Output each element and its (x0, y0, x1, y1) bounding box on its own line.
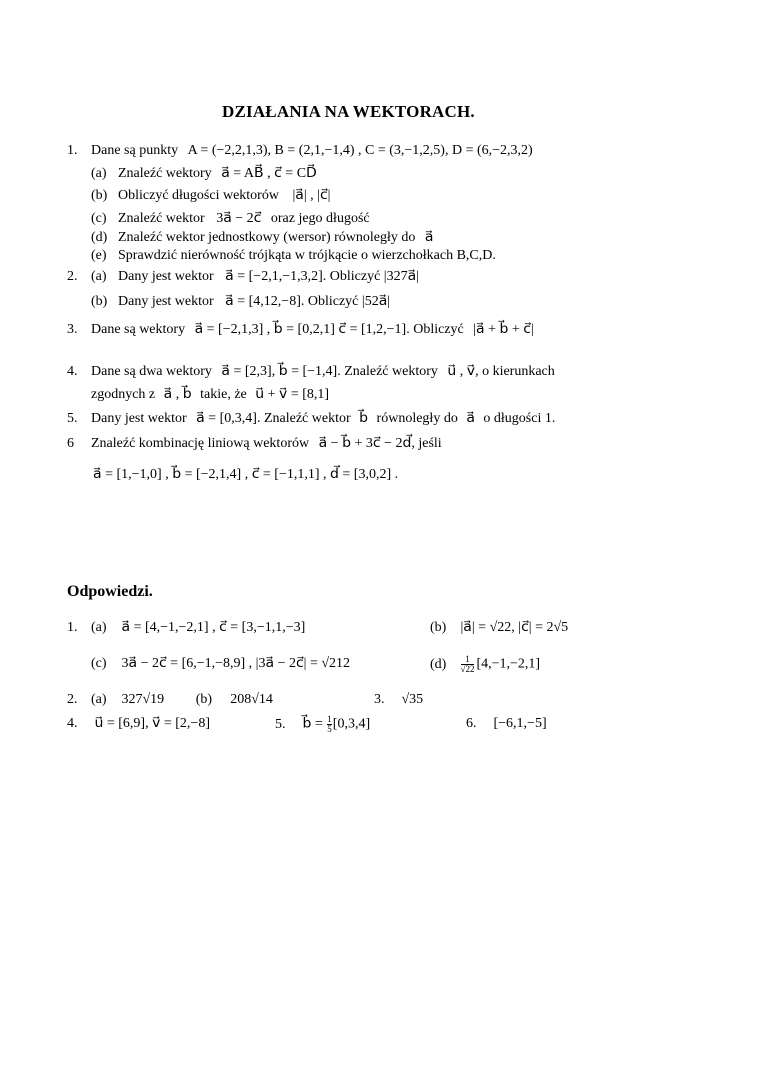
math-expression: a⃗ , b⃗ (163, 387, 192, 402)
problem-1c (91, 210, 370, 228)
problem-number: 1. (67, 143, 78, 158)
problem-text: , jeśli (411, 436, 442, 451)
problem-number: 5. (67, 411, 78, 426)
problem-text: o długości 1. (483, 411, 556, 426)
problem-1d (91, 229, 434, 247)
sub-label: (a) (91, 620, 107, 635)
answer-5 (275, 715, 370, 734)
problem-text: . Znaleźć wektor (256, 411, 351, 426)
problem-2a (67, 268, 419, 286)
math-expression: a⃗ − b⃗ + 3c⃗ − 2d⃗ (318, 436, 412, 451)
math-expression: a⃗ = [4,12,−8] (225, 294, 301, 309)
math-expression: 208√14 (230, 692, 273, 707)
math-expression: √35 (401, 692, 424, 707)
sub-label: (b) (91, 188, 108, 203)
answer-1a (67, 619, 305, 637)
math-expression: b⃗ = (302, 716, 323, 732)
math-expression: a⃗ = AB⃗ , c⃗ = CD⃗ (221, 166, 317, 181)
sub-text: Dany jest wektor (118, 269, 214, 284)
answer-number: 3. (374, 692, 385, 707)
problem-6-line2 (93, 466, 398, 484)
answer-1d (430, 655, 540, 674)
math-expression: |327a⃗| (383, 269, 419, 284)
sub-text: Znaleźć wektory (118, 166, 212, 181)
math-expression: |a⃗| , |c⃗| (292, 188, 331, 203)
answer-2 (67, 691, 273, 709)
sub-label: (b) (430, 620, 447, 635)
math-expression: A = (−2,2,1,3), B = (2,1,−1,4) , C = (3,−1,2,5), D = (6,−2,3,2) (187, 143, 533, 158)
answer-4 (67, 715, 210, 733)
problem-text: równoległy do (376, 411, 458, 426)
problem-4-line2 (91, 386, 329, 404)
problem-2b (91, 293, 390, 311)
problem-1e (91, 247, 496, 265)
math-expression: a⃗ = [0,3,4] (196, 411, 257, 426)
math-expression: |a⃗ + b⃗ + c⃗| (473, 322, 534, 337)
math-expression: a⃗ = [2,3], b⃗ = [−1,4] (221, 364, 338, 379)
fraction (327, 715, 332, 734)
problem-1a (91, 165, 317, 183)
sub-label: (a) (91, 269, 107, 284)
problem-text: , o kierunkach (475, 364, 555, 379)
problem-text: Znaleźć kombinację liniową wektorów (91, 436, 310, 451)
answer-6 (466, 715, 547, 733)
problem-number: 4. (67, 364, 78, 379)
answer-number: 5. (275, 716, 286, 732)
sub-label: (a) (91, 692, 107, 707)
problem-1b (91, 187, 330, 205)
sub-text: Znaleźć wektor jednostkowy (wersor) równoległy do (118, 230, 416, 245)
answer-3 (374, 691, 423, 709)
problem-6 (67, 435, 442, 453)
sub-text: Znaleźć wektor (118, 211, 205, 226)
fraction-numerator: 1 (327, 714, 332, 724)
math-expression: |52a⃗| (361, 294, 391, 309)
sub-text: Sprawdzić nierówność trójkąta w trójkącie o wierzchołkach B,C,D. (118, 248, 496, 263)
fraction-denominator: √22 (460, 664, 475, 674)
problem-4 (67, 363, 555, 381)
problem-5 (67, 410, 555, 428)
problem-1 (67, 142, 533, 160)
answer-1b (430, 619, 568, 637)
problem-text: . Znaleźć wektory (337, 364, 438, 379)
math-expression: 3a⃗ − 2c⃗ (216, 211, 262, 226)
answer-number: 4. (67, 716, 78, 731)
sub-label: (a) (91, 166, 107, 181)
sub-label: (b) (195, 692, 213, 707)
math-expression: [0,3,4] (332, 716, 371, 732)
problem-3 (67, 321, 534, 339)
sub-label: (d) (430, 656, 447, 672)
math-expression: b⃗ (359, 411, 369, 426)
fraction-numerator: 1 (461, 655, 475, 665)
math-expression: [−6,1,−5] (493, 716, 547, 731)
math-expression: a⃗ = [−2,1,−1,3,2] (225, 269, 323, 284)
problem-number: 2. (67, 269, 78, 284)
sub-label: (d) (91, 230, 108, 245)
math-expression: [4,−1,−2,1] (476, 656, 541, 672)
sub-label: (c) (91, 656, 107, 671)
problem-text: Dany jest wektor (91, 411, 187, 426)
answers-heading: Odpowiedzi. (67, 583, 153, 600)
math-expression: u⃗ , v⃗ (447, 364, 476, 379)
math-expression: a⃗ (466, 411, 475, 426)
sub-label: (c) (91, 211, 107, 226)
math-expression: 327√19 (121, 692, 165, 707)
sub-label: (b) (91, 294, 108, 309)
math-expression: |a⃗| = √22, |c⃗| = 2√5 (460, 620, 569, 635)
sub-text: Dany jest wektor (118, 294, 214, 309)
problem-text: . Obliczyć (406, 322, 464, 337)
problem-text: zgodnych z (91, 387, 156, 402)
problem-text: Dane są dwa wektory (91, 364, 212, 379)
problem-number: 3. (67, 322, 78, 337)
answer-1c (91, 655, 350, 673)
fraction-denominator: 5 (327, 724, 332, 734)
sub-text: . Obliczyć (322, 269, 381, 284)
problem-number: 6 (67, 436, 74, 451)
problem-text: Dane są punkty (91, 143, 179, 158)
math-expression: a⃗ = [−2,1,3] , b⃗ = [0,2,1] c⃗ = [1,2,−1] (194, 322, 407, 337)
sub-text: . Obliczyć (300, 294, 359, 309)
answer-number: 1. (67, 620, 78, 635)
sub-label: (e) (91, 248, 107, 263)
sub-text: Obliczyć długości wektorów (118, 188, 279, 203)
problem-text: takie, że (200, 387, 247, 402)
math-expression: u⃗ + v⃗ = [8,1] (255, 387, 330, 402)
sub-text: oraz jego długość (270, 211, 370, 226)
problem-text: Dane są wektory (91, 322, 186, 337)
fraction (461, 655, 475, 674)
math-expression: a⃗ = [4,−1,−2,1] , c⃗ = [3,−1,1,−3] (121, 620, 306, 635)
math-expression: u⃗ = [6,9], v⃗ = [2,−8] (94, 716, 210, 731)
answer-number: 6. (466, 716, 477, 731)
math-expression: a⃗ (424, 230, 434, 245)
page-title: DZIAŁANIA NA WEKTORACH. (222, 102, 475, 121)
answer-number: 2. (67, 692, 78, 707)
math-expression: a⃗ = [1,−1,0] , b⃗ = [−2,1,4] , c⃗ = [−1,1,1] , d⃗ = [3,0,2] . (93, 467, 399, 482)
math-expression: 3a⃗ − 2c⃗ = [6,−1,−8,9] , |3a⃗ − 2c⃗| = √212 (121, 656, 351, 671)
